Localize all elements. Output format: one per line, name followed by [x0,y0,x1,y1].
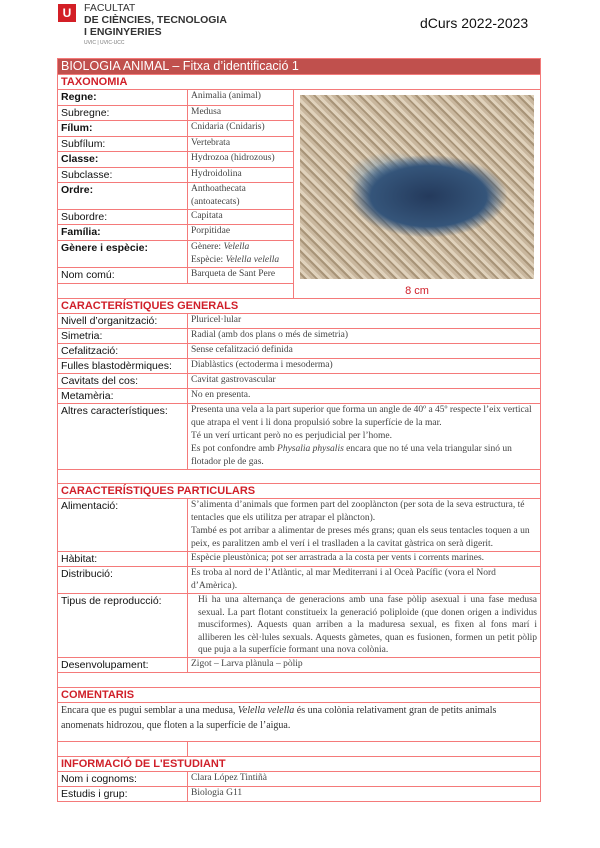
faculty-line2: DE CIÈNCIES, TECNOLOGIA [84,14,227,26]
species-label: Espècie: [191,255,224,265]
label-estudis: Estudis i grup: [58,786,188,801]
value-regne: Animalia (animal) [188,90,294,106]
comments-a: Encara que es pugui semblar a una medusa, [61,704,238,716]
label-subordre: Subordre: [58,210,188,225]
label-habitat: Hàbitat: [58,552,188,567]
label-regne: Regne: [58,90,188,106]
sheet-title: BIOLOGIA ANIMAL – Fitxa d’identificació 1 [58,59,541,75]
altres-p3b: encara que no té una vela triangular sinó un flotador ple de gas. [191,444,512,467]
label-familia: Família: [58,225,188,241]
uvic-label: UVIC | UVIC-UCC [84,40,125,46]
value-estudis: Biologia G11 [188,786,541,801]
label-subregne: Subregne: [58,106,188,121]
value-altres [188,404,541,470]
section-taxonomy: TAXONOMIA [58,75,541,90]
altres-p2: Té un verí urticant però no es perjudicial per l’home. [191,431,393,441]
genus: Velella [223,242,250,252]
label-cefalitzacio: Cefalització: [58,344,188,359]
comments-text [58,702,541,741]
faculty-line1: FACULTAT [84,2,136,14]
label-distribucio: Distribució: [58,567,188,594]
value-simetria: Radial (amb dos plans o més de simetria) [188,329,541,344]
label-desenvolupament: Desenvolupament: [58,657,188,672]
species: Velella velella [225,255,280,265]
value-nom-comu: Barqueta de Sant Pere [188,268,294,284]
altres-p3a: Es pot confondre amb [191,444,278,454]
faculty-name [84,2,227,38]
value-ordre: Anthoathecata (antoatecats) [188,183,294,210]
value-reproduccio: Hi ha una alternança de generacions amb una fase pòlip asexual i una fase medusa sexual. La part flotant constitueix la generació poliploide (que donen origen a individus musciformes). Aquests quan arriben a la maduresa sexual, es fixen al fons marí i alliberen les cèl·lules sexuals. Aquests gàmetes, quan es fusionen, formen un petit pòlip que puja a la superfície formant una nova colònia. [188,594,541,658]
section-student: INFORMACIÓ DE L'ESTUDIANT [58,756,541,771]
label-fulles: Fulles blastodèrmiques: [58,359,188,374]
comments-b: és una colònia relativament gran de petits animals anomenats hidrozou, que floten a la superfície de l’aigua. [61,704,497,731]
label-filum: Fílum: [58,121,188,137]
label-nom: Nom i cognoms: [58,771,188,786]
altres-p3 [191,443,537,469]
section-general: CARACTERÍSTIQUES GENERALS [58,299,541,314]
label-metameria: Metamèria: [58,389,188,404]
label-genere-especie: Gènere i espècie: [58,241,188,268]
value-metameria: No en presenta. [188,389,541,404]
section-particular: CARACTERÍSTIQUES PARTICULARS [58,484,541,499]
section-comments: COMENTARIS [58,687,541,702]
value-filum: Cnidaria (Cnidaris) [188,121,294,137]
value-genere-especie [188,241,294,268]
course-year: dCurs 2022-2023 [420,15,529,31]
value-subregne: Medusa [188,106,294,121]
value-subfilum: Vertebrata [188,137,294,152]
alimentacio-p1: S’alimenta d’animals que formen part del zooplàncton (per sota de la seva estructura, té tentacles que els utilitza per atrapar el plàncton). [191,500,525,523]
value-familia: Porpitidae [188,225,294,241]
alimentacio-p2: També es pot arribar a alimentar de preses més grans; quan els seus tentacles toquen a un peix, es paralitzen amb el verí i el traslladen a la cavitat gàstrica on serà digerit. [191,526,530,549]
comments-species: Velella velella [237,704,295,716]
value-organitzacio: Pluricel·lular [188,314,541,329]
label-reproduccio: Tipus de reproducció: [58,594,188,658]
velella-image [300,95,534,279]
value-subclasse: Hydroidolina [188,168,294,183]
value-nom: Clara López Tintiñà [188,771,541,786]
specimen-photo [294,90,541,284]
value-distribucio: Es troba al nord de l’Atlàntic, al mar Mediterrani i al Oceà Pacífic (vora el Nord d’Amèrica). [188,567,541,594]
label-classe: Classe: [58,152,188,168]
value-fulles: Diablàstics (ectoderma i mesoderma) [188,359,541,374]
value-subordre: Capitata [188,210,294,225]
label-subfilum: Subfílum: [58,137,188,152]
scale-label: 8 cm [294,284,541,299]
altres-p1: Presenta una vela a la part superior que forma un angle de 40º a 45º respecte l’eix vertical que atrapa el vent i li dona propulsió sobre la superfície de la mar. [191,405,532,428]
label-simetria: Simetria: [58,329,188,344]
label-cavitats: Cavitats del cos: [58,374,188,389]
identification-sheet [57,58,541,802]
label-nom-comu: Nom comú: [58,268,188,284]
label-alimentacio: Alimentació: [58,499,188,552]
altres-p3-species: Physalia physalis [277,444,344,454]
faculty-line3: I ENGINYERIES [84,26,162,38]
value-cavitats: Cavitat gastrovascular [188,374,541,389]
label-ordre: Ordre: [58,183,188,210]
value-habitat: Espècie pleustònica; pot ser arrastrada a la costa per vents i corrents marines. [188,552,541,567]
genus-label: Gènere: [191,242,222,252]
value-alimentacio [188,499,541,552]
label-organitzacio: Nivell d’organització: [58,314,188,329]
label-altres: Altres característiques: [58,404,188,470]
university-logo: U [58,4,76,22]
value-cefalitzacio: Sense cefalització definida [188,344,541,359]
value-classe: Hydrozoa (hidrozous) [188,152,294,168]
label-subclasse: Subclasse: [58,168,188,183]
value-desenvolupament: Zigot – Larva plànula – pòlip [188,657,541,672]
